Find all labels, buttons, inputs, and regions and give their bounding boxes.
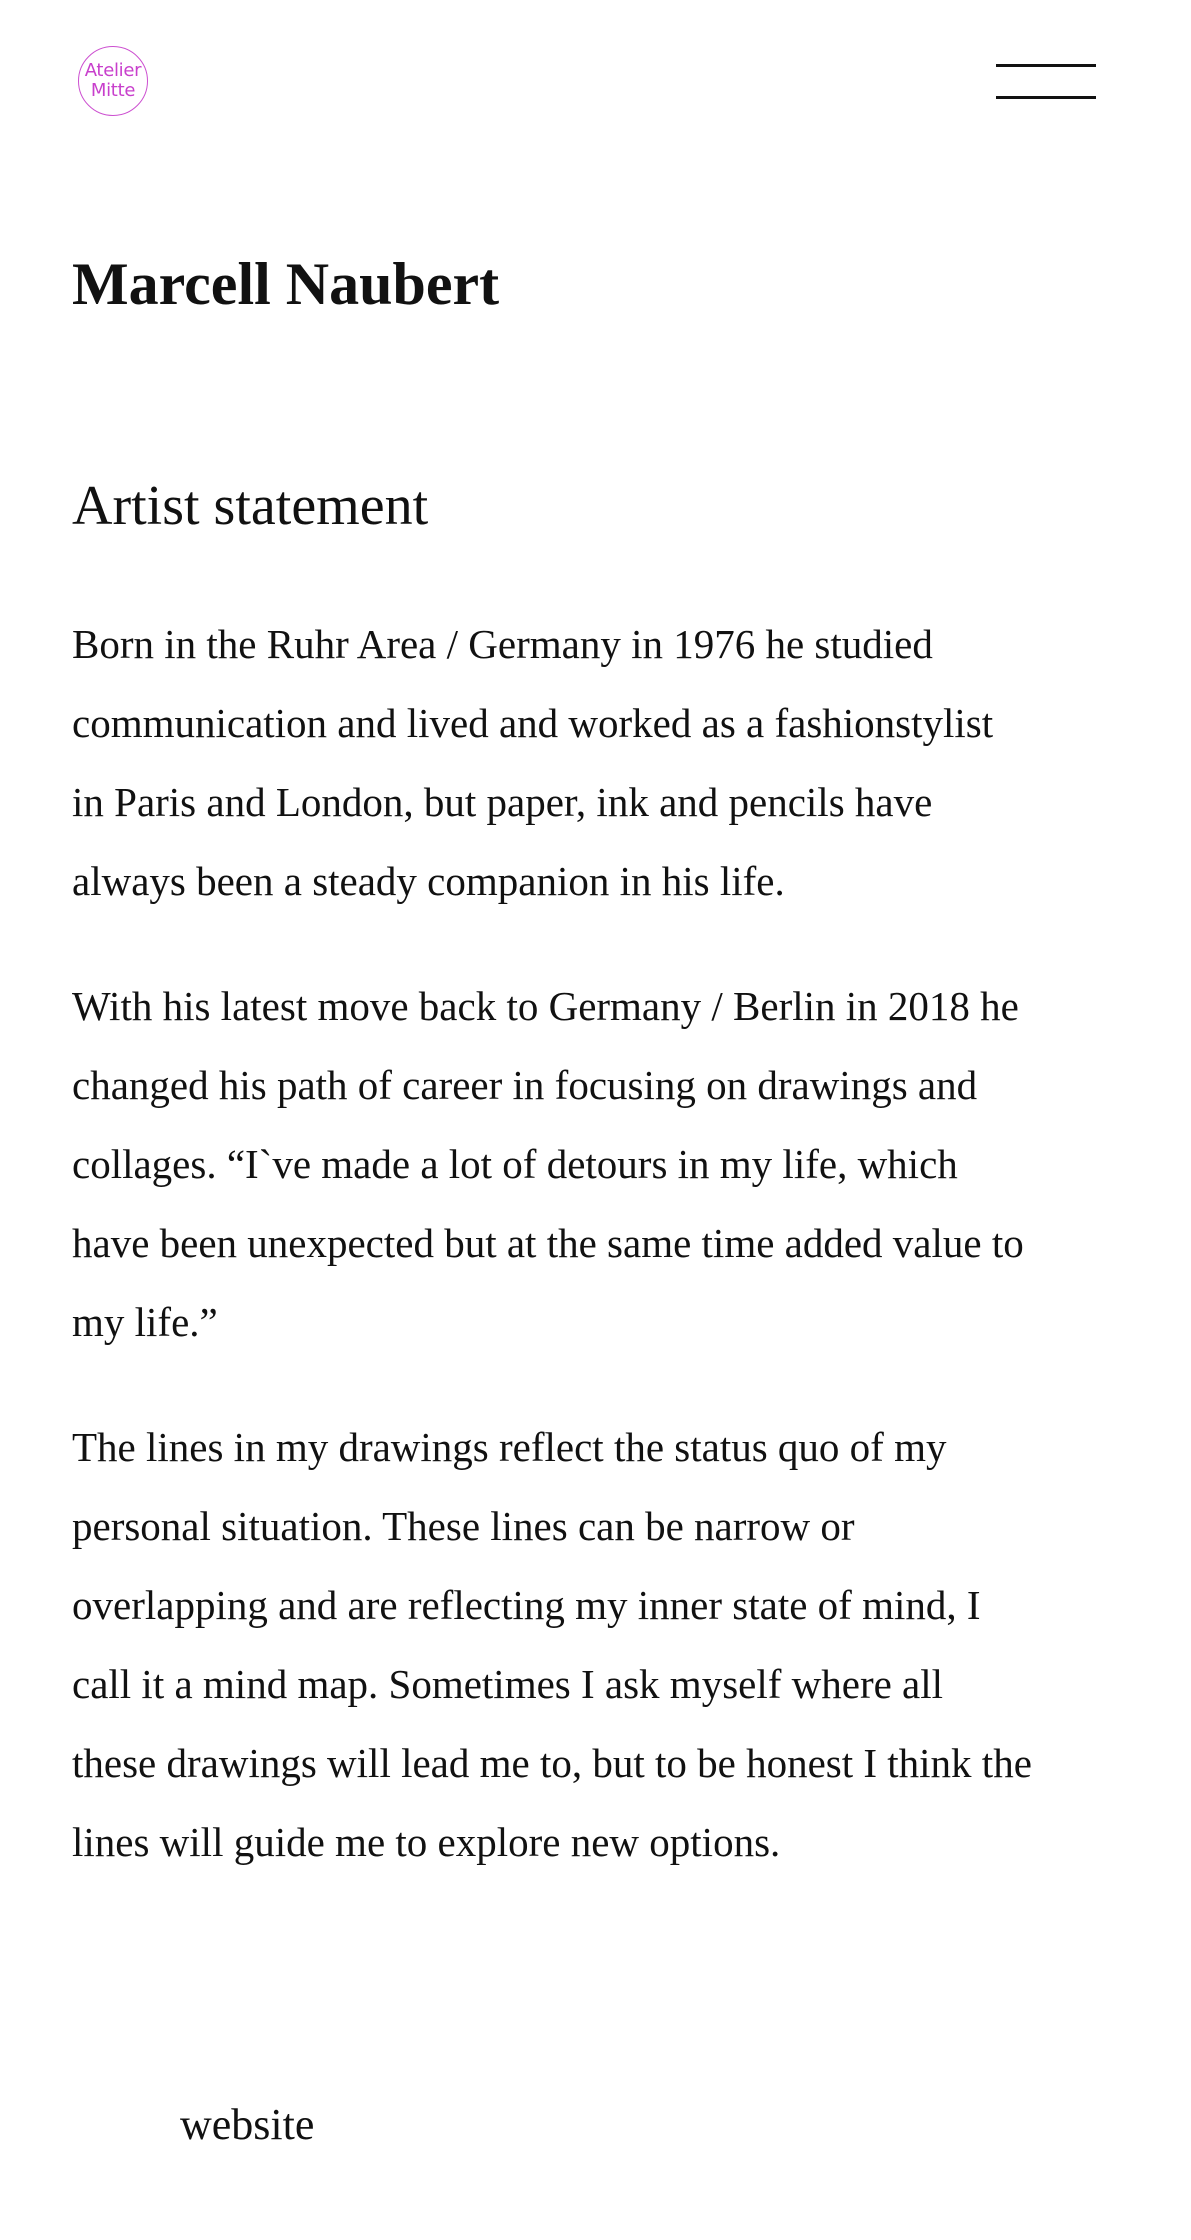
menu-bar-bottom (996, 96, 1096, 99)
page-title: Marcell Naubert (72, 251, 500, 317)
atelier-mitte-logo[interactable] (78, 46, 148, 116)
statement-paragraph-3: The lines in my drawings reflect the status quo of my personal situation. These lines can be narrow or overlapping and are reflecting my inner state of mind, I call it a mind map. Sometimes I ask myself where all these drawings will lead me to, but to be honest I think the lines will guide me to explore new options. (72, 1424, 1032, 1865)
statement-paragraph-2: With his latest move back to Germany / Berlin in 2018 he changed his path of career in focusing on drawings and collages. “I`ve made a lot of detours in my life, which have been unexpected but at the same time added value to my life.” (72, 983, 1024, 1345)
hamburger-menu-icon[interactable] (996, 60, 1096, 100)
section-title: Artist statement (72, 475, 429, 537)
menu-bar-top (996, 64, 1096, 67)
logo-line-2: Mitte (90, 80, 136, 101)
website-link[interactable]: website (180, 2100, 315, 2149)
artist-statement (72, 605, 1032, 1928)
logo-line-1: Atelier (84, 60, 142, 81)
site-header (0, 0, 1191, 170)
statement-paragraph-1: Born in the Ruhr Area / Germany in 1976 he studied communication and lived and worked as a fashionstylist in Paris and London, but paper, ink and pencils have always been a steady companion in his life. (72, 621, 994, 904)
